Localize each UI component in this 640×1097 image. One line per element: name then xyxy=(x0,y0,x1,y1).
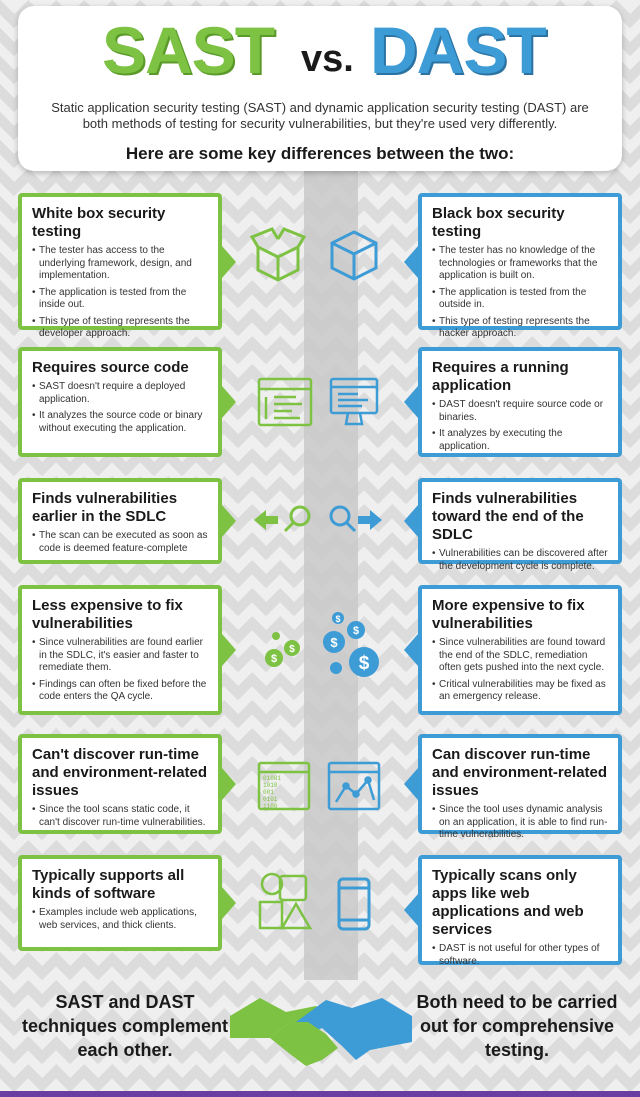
handshake-icon xyxy=(230,982,412,1074)
card-bullet: • The application is tested from the outside in. xyxy=(432,287,608,312)
svg-text:01001: 01001 xyxy=(263,775,282,782)
sast-card-all-software xyxy=(18,855,222,951)
phone-icon xyxy=(336,876,372,932)
card-title: White box security testing xyxy=(32,205,166,240)
card-title: Can discover run-time and environment-related issues xyxy=(432,746,608,799)
sast-card-runtime xyxy=(18,734,222,834)
shapes-icon xyxy=(254,870,314,934)
card-bullet: • Since the tool scans static code, it can't discover run-time vulnerabilities. xyxy=(32,804,208,829)
card-bullet: • The application is tested from the inside out. xyxy=(32,287,208,312)
graph-window-icon xyxy=(326,760,382,812)
card-title: Typically scans only apps like web applications and web services xyxy=(432,867,584,938)
svg-text:1100: 1100 xyxy=(263,803,278,810)
card-title: Requires source code xyxy=(32,359,189,376)
card-bullet: • Since the tool uses dynamic analysis on an application, it is able to find run-time vulnerabilities. xyxy=(432,804,608,842)
svg-text:$: $ xyxy=(270,653,278,665)
card-bullet: • DAST doesn't require source code or binaries. xyxy=(432,399,608,424)
header-panel xyxy=(18,6,622,171)
card-bullet: • The tester has access to the underlying framework, design, and implementation. xyxy=(32,245,208,283)
card-bullet: • It analyzes the source code or binary without executing the application. xyxy=(32,410,208,435)
svg-text:$: $ xyxy=(352,625,360,637)
svg-text:$: $ xyxy=(335,614,341,624)
card-bullet: • Since vulnerabilities are found earlier in the SDLC, it's easier and faster to remediate them. xyxy=(32,637,208,675)
dast-card-web-apps-only xyxy=(418,855,622,965)
code-window-icon xyxy=(256,376,314,428)
center-divider-band xyxy=(304,160,358,980)
dast-card-runtime xyxy=(418,734,622,840)
binary-window-icon xyxy=(256,760,312,812)
svg-text:$: $ xyxy=(358,653,370,674)
bottom-accent-bar xyxy=(0,1091,640,1097)
title xyxy=(18,12,622,90)
magnifier-arrow-right-icon xyxy=(326,500,386,540)
title-sast: SAST xyxy=(102,13,275,87)
sast-card-earlier-sdlc xyxy=(18,478,222,564)
intro-text: Static application security testing (SAST) and dynamic application security testing (DAST) are both methods of testing for security vulnerabilities, but they're used very differently. xyxy=(51,100,589,131)
card-title: Can't discover run-time and environment-related issues xyxy=(32,746,208,799)
card-bullet: • It analyzes by executing the application. xyxy=(432,428,608,453)
card-title: More expensive to fix vulnerabilities xyxy=(432,597,585,632)
sast-card-white-box xyxy=(18,193,222,339)
key-differences-heading: Here are some key differences between the two: xyxy=(125,144,515,163)
card-title: Requires a running application xyxy=(432,359,569,394)
card-bullet: • Vulnerabilities can be discovered after the development cycle is complete. xyxy=(432,548,608,573)
closed-box-icon xyxy=(328,228,380,282)
card-title: Black box security testing xyxy=(432,205,565,240)
svg-text:001: 001 xyxy=(263,789,274,796)
card-bullet: • The tester has no knowledge of the technologies or frameworks that the application is built on. xyxy=(432,245,608,283)
card-title: Less expensive to fix vulnerabilities xyxy=(32,597,183,632)
card-bullet: • This type of testing represents the developer approach. xyxy=(32,316,208,341)
card-bullet: • Critical vulnerabilities may be fixed as an emergency release. xyxy=(432,679,608,704)
card-title: Finds vulnerabilities earlier in the SDLC xyxy=(32,490,178,525)
svg-text:$: $ xyxy=(289,644,295,655)
dast-card-end-sdlc xyxy=(418,478,622,572)
sast-card-less-expensive xyxy=(18,585,222,715)
svg-text:1010: 1010 xyxy=(263,782,278,789)
card-bullet: • Examples include web applications, web services, and thick clients. xyxy=(32,907,208,932)
card-bullet: • Findings can often be fixed before the code enters the QA cycle. xyxy=(32,679,208,704)
dast-card-running-app xyxy=(418,347,622,457)
card-bullet: • DAST is not useful for other types of software. xyxy=(432,943,608,968)
large-coins-icon xyxy=(320,610,382,682)
footer-left-text: SAST and DAST techniques complement each other. xyxy=(21,992,229,1060)
svg-text:0101: 0101 xyxy=(263,796,278,803)
open-box-icon xyxy=(248,225,308,285)
card-bullet: • The scan can be executed as soon as code is deemed feature-complete xyxy=(32,530,208,555)
card-title: Typically supports all kinds of software xyxy=(32,867,185,902)
card-bullet: • SAST doesn't require a deployed application. xyxy=(32,381,208,406)
dast-card-more-expensive xyxy=(418,585,622,715)
svg-text:$: $ xyxy=(330,635,338,650)
sast-card-source-code xyxy=(18,347,222,457)
title-dast: DAST xyxy=(370,13,546,87)
card-bullet: • This type of testing represents the hacker approach. xyxy=(432,316,608,341)
monitor-icon xyxy=(328,376,380,430)
small-coins-icon xyxy=(262,628,306,670)
card-title: Finds vulnerabilities toward the end of the SDLC xyxy=(432,490,584,543)
title-vs: vs. xyxy=(301,38,354,80)
footer-right-text: Both need to be carried out for comprehensive testing. xyxy=(416,992,618,1060)
dast-card-black-box xyxy=(418,193,622,339)
card-bullet: • Since vulnerabilities are found toward the end of the SDLC, remediation often gets pushed into the next cycle. xyxy=(432,637,608,675)
magnifier-arrow-left-icon xyxy=(250,500,316,540)
